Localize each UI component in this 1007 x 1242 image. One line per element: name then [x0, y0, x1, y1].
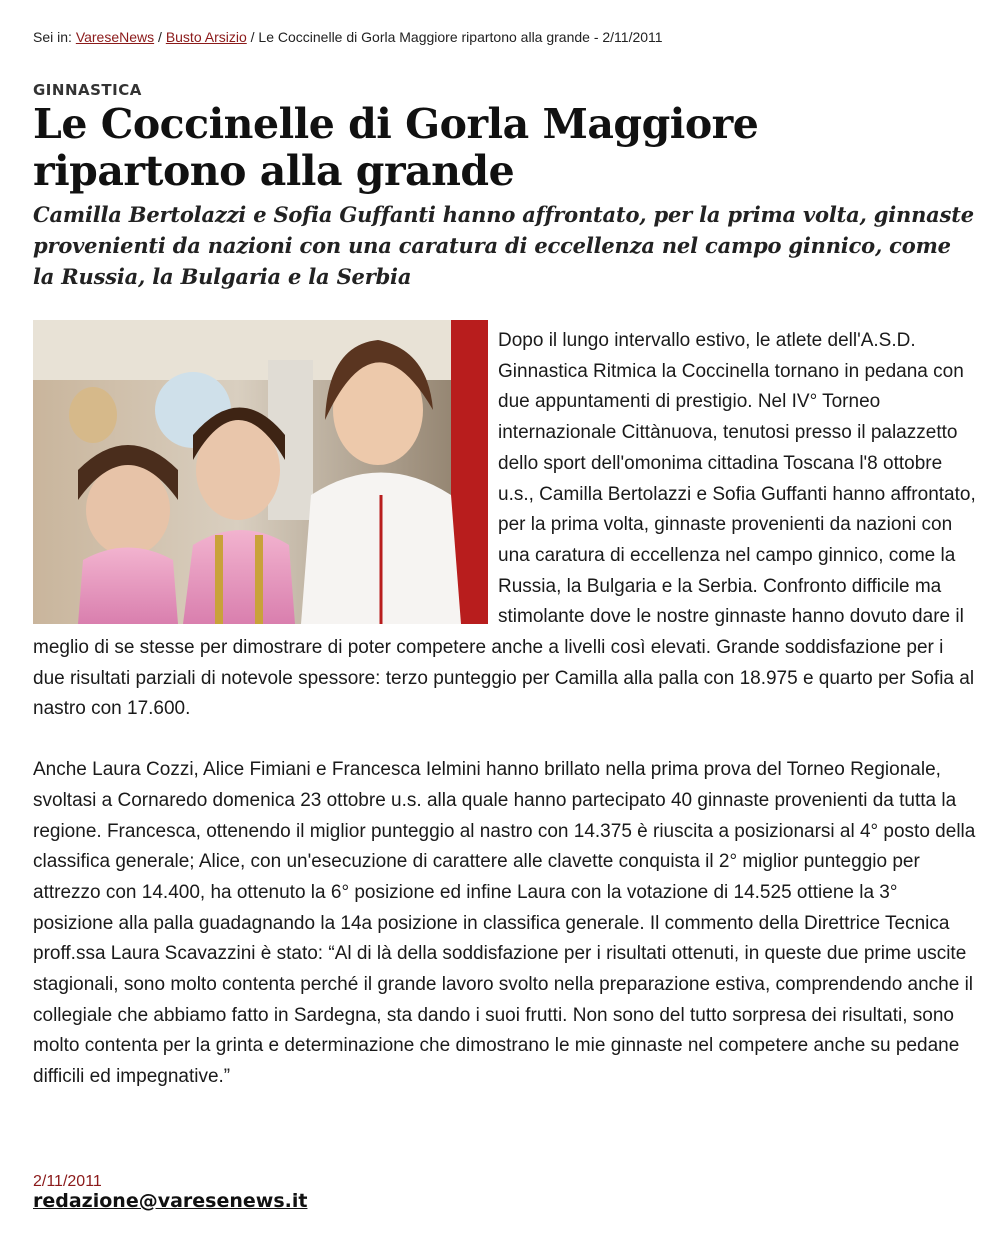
- article-paragraph-1: Dopo il lungo intervallo estivo, le atlete dell'A.S.D. Ginnastica Ritmica la Coccinella tornano in pedana con due appuntamenti di prestigio. Nel IV° Torneo internazionale Cittànuova, tenutosi presso il palazzetto dello sport dell'omonima cittadina Toscana l'8 ottobre u.s., Camilla Bertolazzi e Sofia Guffanti hanno affrontato, per la prima volta, ginnaste provenienti da nazioni con una caratura di eccellenza nel campo ginnico, come la Russia, la Bulgaria e la Serbia. Confronto difficile ma stimolante dove le nostre ginnaste hanno dovuto dare il meglio di se stesse per dimostrare di poter competere anche a livelli così elevati. Grande soddisfazione per i due risultati parziali di notevole spessore: terzo punteggio per Camilla alla palla con 18.975 e quarto per Sofia al nastro con 17.600.: [33, 330, 976, 720]
- breadcrumb-link-varesenews[interactable]: VareseNews: [75, 29, 155, 45]
- article-category: GINNASTICA: [33, 81, 142, 99]
- gymnasts-photo: [33, 320, 488, 624]
- breadcrumb-link-busto-arsizio[interactable]: Busto Arsizio: [165, 29, 247, 45]
- article-body: [33, 326, 978, 1093]
- article-title: Le Coccinelle di Gorla Maggiore ripartono alla grande: [33, 100, 759, 195]
- article-date: 2/11/2011: [33, 1173, 102, 1190]
- author-email-link[interactable]: redazione@varesenews.it: [33, 1190, 308, 1212]
- breadcrumb-separator: /: [158, 29, 162, 45]
- breadcrumb: [33, 29, 663, 45]
- article-paragraph-2: Anche Laura Cozzi, Alice Fimiani e Francesca Ielmini hanno brillato nella prima prova del Torneo Regionale, svoltasi a Cornaredo domenica 23 ottobre u.s. alla quale hanno partecipato 40 ginnaste provenienti da tutta la regione. Francesca, ottenendo il miglior punteggio al nastro con 14.375 è riuscita a posizionarsi al 4° posto della classifica generale; Alice, con un'esecuzione di carattere alle clavette conquista il 2° miglior punteggio per attrezzo con 14.400, ha ottenuto la 6° posizione ed infine Laura con la votazione di 14.525 ottiene la 3° posizione alla palla guadagnando la 14a posizione in classifica generale. Il commento della Direttrice Tecnica proff.ssa Laura Scavazzini è stato: “Al di là della soddisfazione per i risultati ottenuti, in queste due prime uscite stagionali, sono molto contenta perché il grande lavoro svolto nella preparazione estiva, comprendendo anche il collegiale che abbiamo fatto in Sardegna, sta dando i suoi frutti. Non sono del tutto sorpresa dei risultati, sono molto contenta per la grinta e determinazione che dimostrano le mie ginnaste nel competere anche su pedane difficili ed impegnative.”: [33, 759, 976, 1088]
- breadcrumb-prefix: Sei in:: [33, 29, 72, 45]
- article-subtitle: Camilla Bertolazzi e Sofia Guffanti hanno affrontato, per la prima volta, ginnaste provenienti da nazioni con una caratura di eccellenza nel campo ginnico, come la Russia, la Bulgaria e la Serbia: [33, 202, 974, 289]
- paragraph-gap: [33, 725, 978, 755]
- breadcrumb-current: / Le Coccinelle di Gorla Maggiore ripartono alla grande - 2/11/2011: [250, 29, 663, 45]
